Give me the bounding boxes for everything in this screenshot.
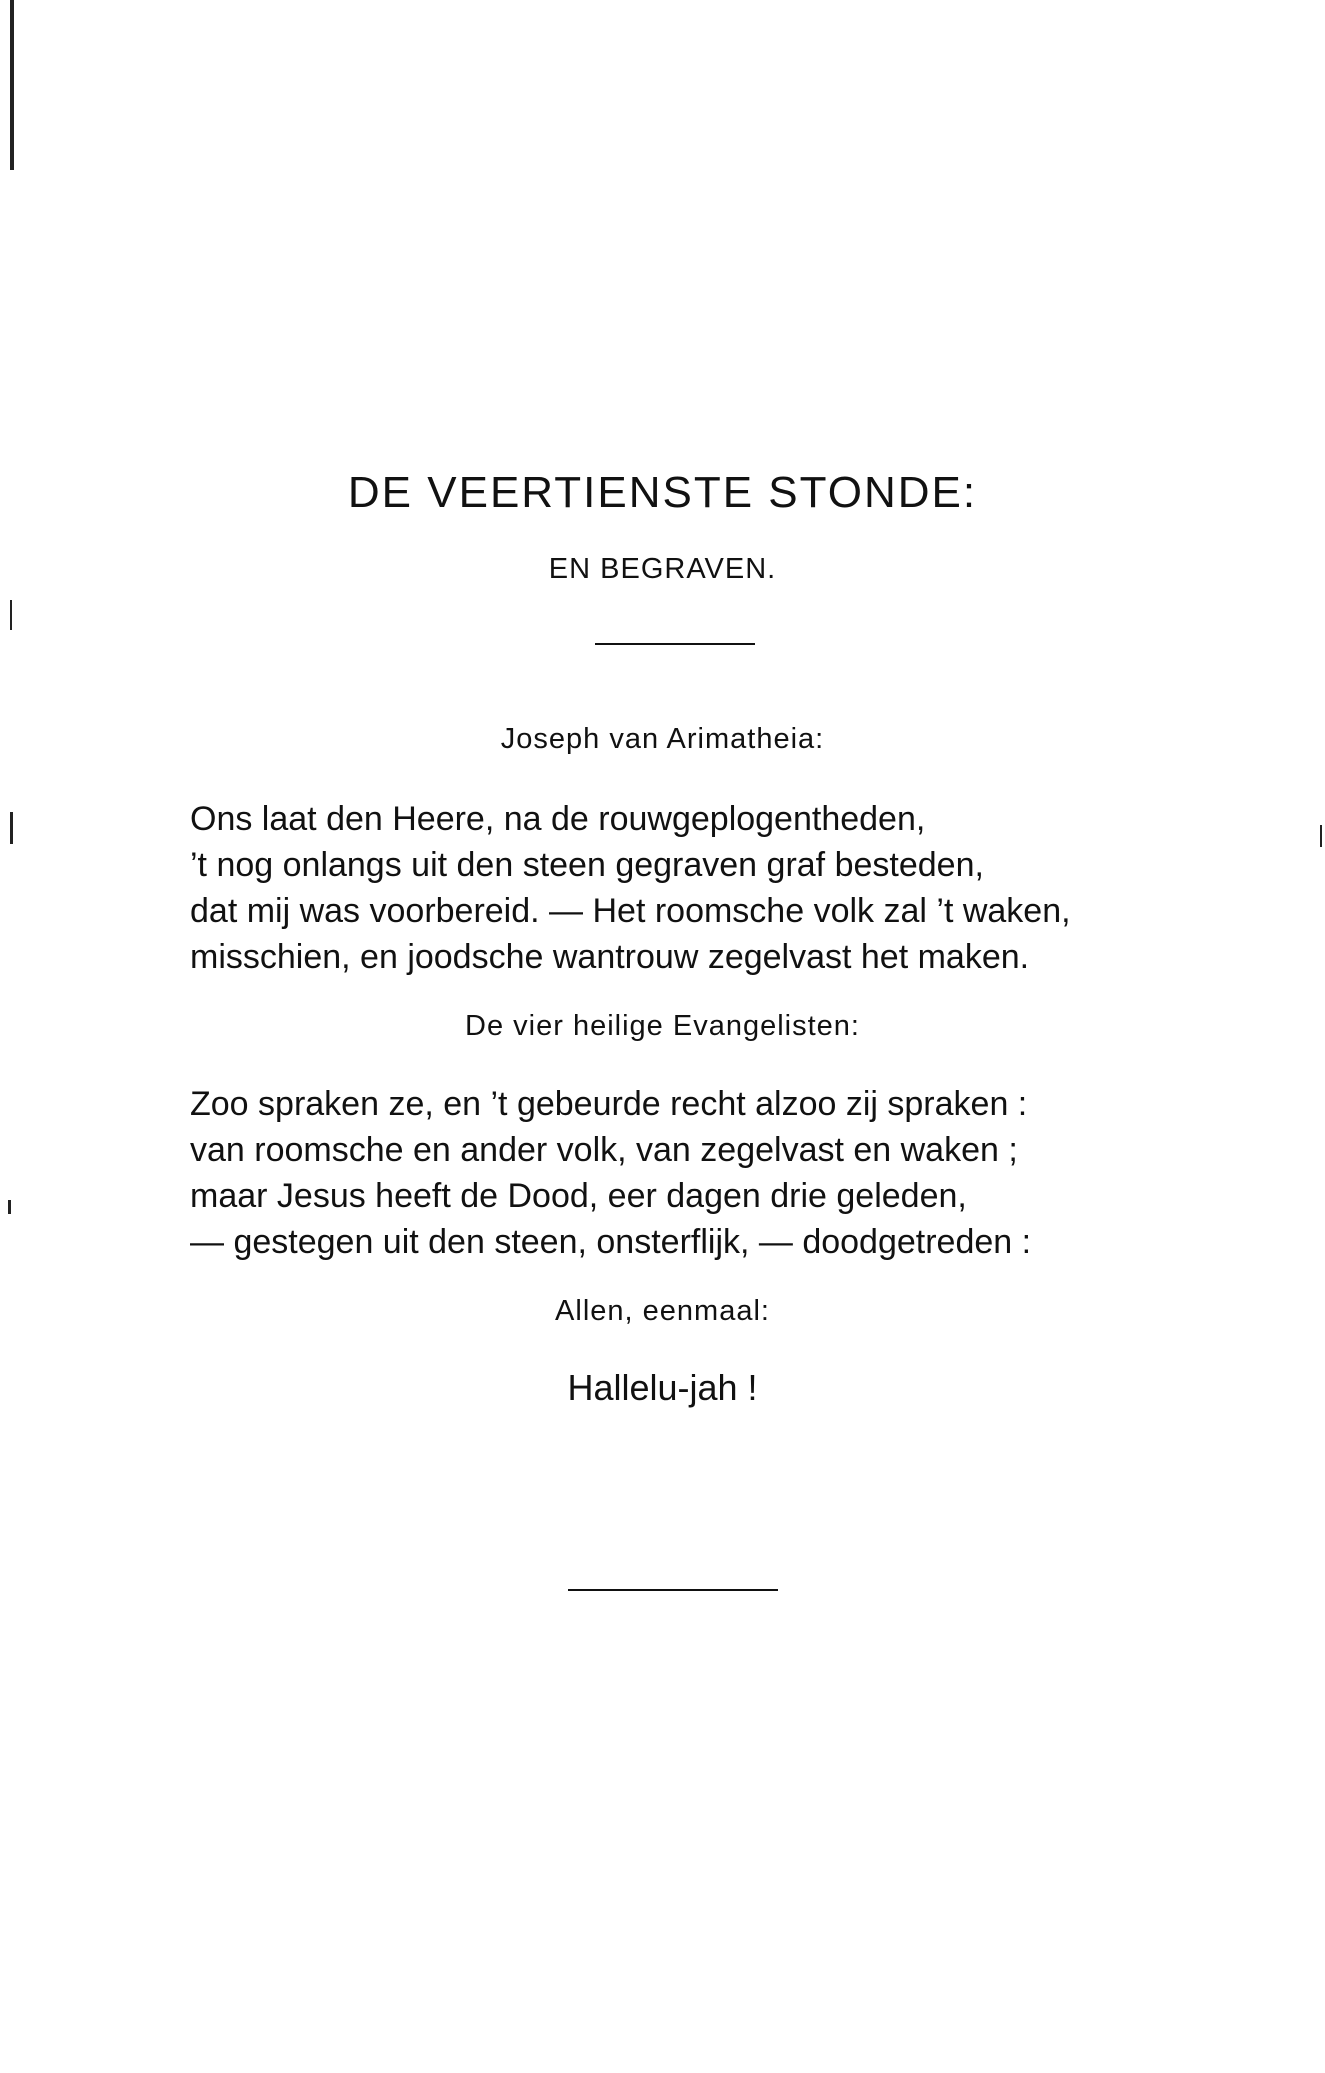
- speaker-heading: De vier heilige Evangelisten:: [465, 1010, 860, 1042]
- chapter-subtitle: EN BEGRAVEN.: [548, 553, 777, 585]
- scan-edge-mark: [8, 1200, 11, 1214]
- verse-line: — gestegen uit den steen, onsterflijk, — doodgetreden :: [190, 1223, 1032, 1261]
- speaker-heading: Joseph van Arimatheia:: [500, 723, 825, 755]
- verse-line: misschien, en joodsche wantrouw zegelvast het maken.: [190, 938, 1030, 976]
- verse-line: Zoo spraken ze, en ’t gebeurde recht alzoo zij spraken :: [190, 1085, 1028, 1123]
- verse-line: dat mij was voorbereid. — Het roomsche volk zal ’t waken,: [190, 892, 1071, 930]
- exclamation: Hallelu-jah !: [567, 1367, 758, 1408]
- verse-line: Ons laat den Heere, na de rouwgeplogentheden,: [190, 800, 926, 838]
- verse-line: van roomsche en ander volk, van zegelvast en waken ;: [190, 1131, 1018, 1169]
- verse-line: maar Jesus heeft de Dood, eer dagen drie geleden,: [190, 1177, 967, 1215]
- scan-edge-mark: [1320, 825, 1322, 847]
- scan-edge-mark: [10, 600, 12, 630]
- speaker-heading: Allen, eenmaal:: [555, 1295, 770, 1327]
- scan-edge-mark: [10, 812, 13, 844]
- chapter-title: DE VEERTIENSTE STONDE:: [347, 468, 978, 517]
- stanza: [190, 796, 1190, 980]
- stanza: [190, 1081, 1190, 1265]
- scan-edge-mark: [10, 0, 14, 170]
- divider-rule: [595, 643, 755, 645]
- verse-line: ’t nog onlangs uit den steen gegraven graf besteden,: [190, 846, 984, 884]
- divider-rule: [568, 1589, 778, 1591]
